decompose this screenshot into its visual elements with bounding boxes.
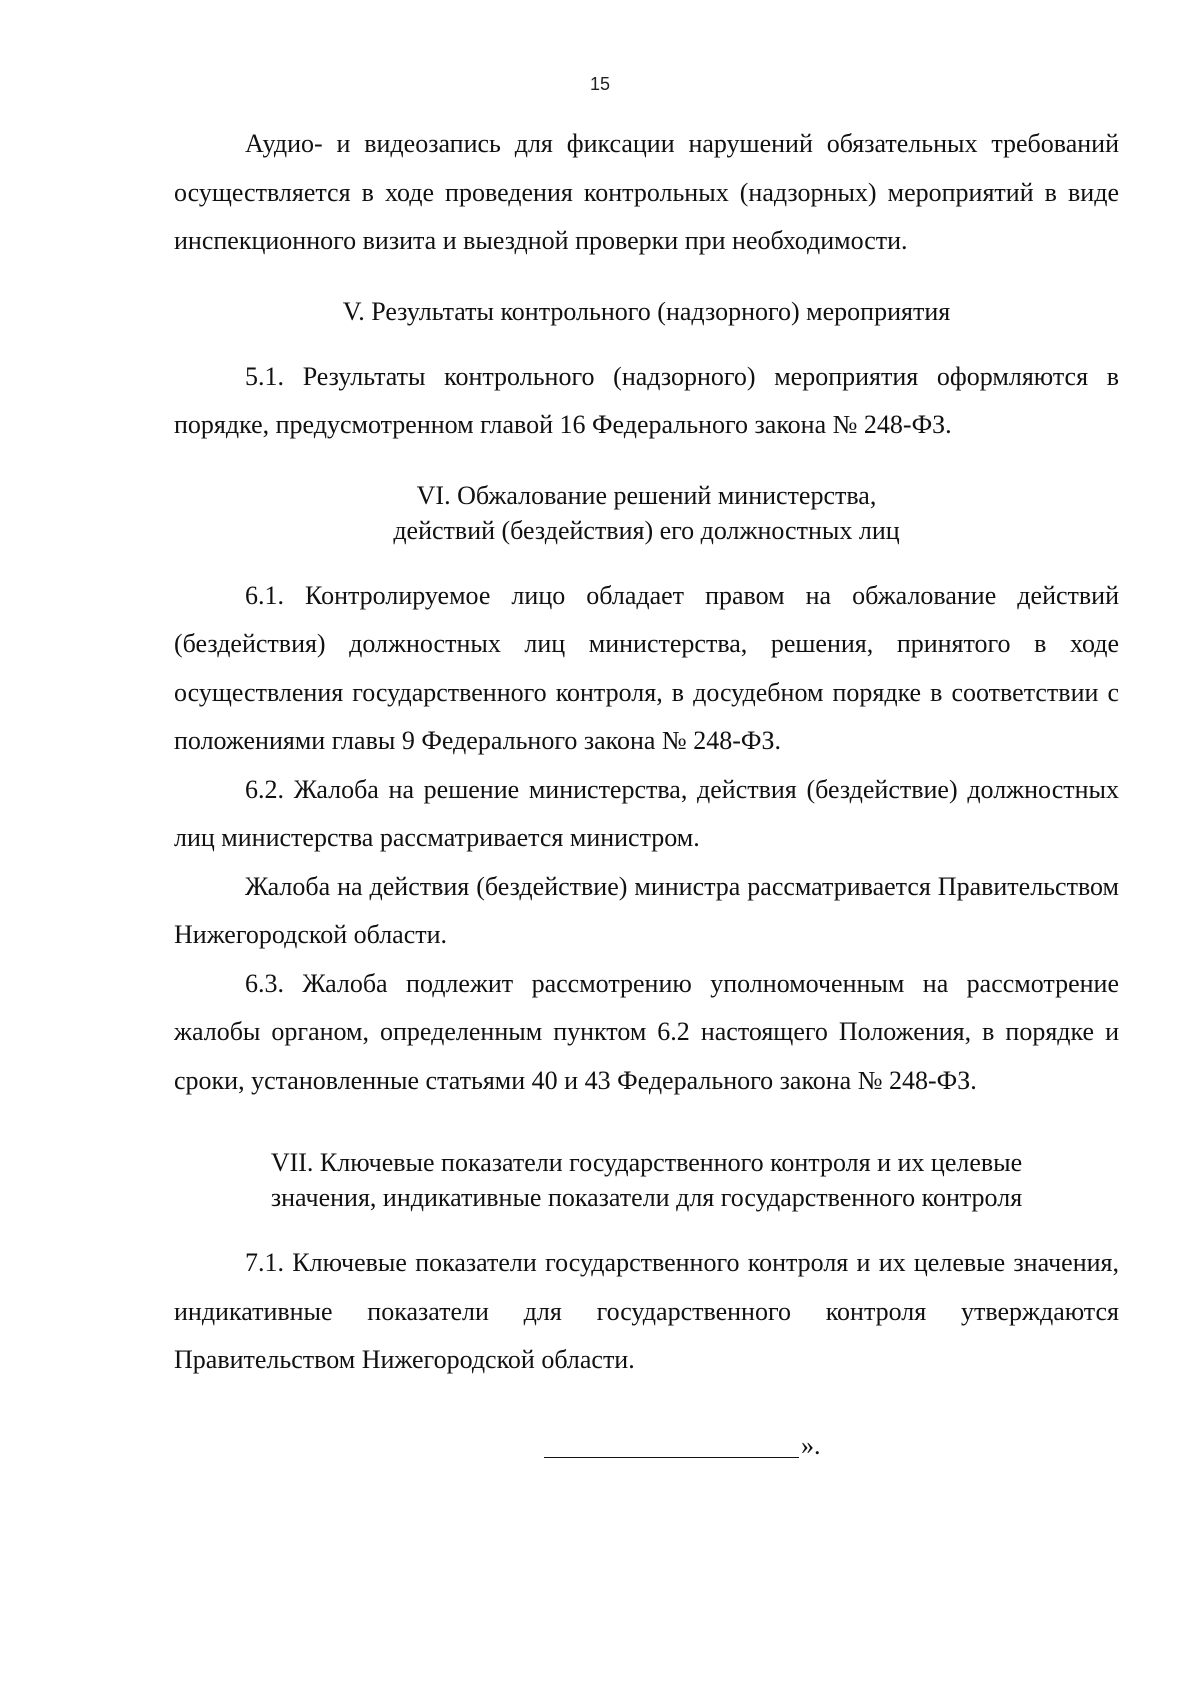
section5-heading: V. Результаты контрольного (надзорного) мероприятия (342, 296, 951, 326)
closing-quote-mark: ». (801, 1430, 821, 1460)
section6-heading-line1: VI. Обжалование решений министерства, (416, 480, 877, 510)
section7-heading-line1: VII. Ключевые показатели государственного контроля и их целевые (270, 1148, 1023, 1177)
section6-paragraph-6-1: 6.1. Контролируемое лицо обладает правом на обжалование действий (бездействия) должностных лиц министерства, решения, принятого в ходе осуществления государственного контроля, в досудебном порядке в соответствии с положениями главы 9 Федерального закона № 248-ФЗ. (174, 580, 1119, 755)
section6-paragraph-6-2: 6.2. Жалоба на решение министерства, действия (бездействие) должностных лиц министерства рассматривается министром. (174, 774, 1119, 852)
closing-line (174, 1423, 1119, 1473)
document-body (174, 120, 1119, 1473)
section7-heading-line2: значения, индикативные показатели для государственного контроля (270, 1183, 1023, 1212)
page-number: 15 (589, 74, 611, 94)
intro-paragraph: Аудио- и видеозапись для фиксации нарушений обязательных требований осуществляется в ходе проведения контрольных (надзорных) мероприятий в виде инспекционного визита и выездной проверки при необходимости. (174, 129, 1119, 255)
section5-paragraph-5-1: 5.1. Результаты контрольного (надзорного) мероприятия оформляются в порядке, предусмотренном главой 16 Федерального закона № 248-ФЗ. (174, 361, 1119, 439)
section6-heading (174, 478, 1119, 548)
section6-paragraph-complaint-minister: Жалоба на действия (бездействие) министра рассматривается Правительством Нижегородской области. (174, 871, 1119, 949)
closing-underline (544, 1457, 799, 1458)
section6-paragraph-6-3: 6.3. Жалоба подлежит рассмотрению уполномоченным на рассмотрение жалобы органом, определенным пунктом 6.2 настоящего Положения, в порядке и сроки, установленные статьями 40 и 43 Федерального закона № 248-ФЗ. (174, 968, 1119, 1095)
section6-heading-line2: действий (бездействия) его должностных лиц (393, 515, 900, 545)
section7-heading (174, 1145, 1119, 1215)
section7-paragraph-7-1: 7.1. Ключевые показатели государственного контроля и их целевые значения, индикативные показатели для государственного контроля утверждаются Правительством Нижегородской области. (174, 1248, 1119, 1374)
